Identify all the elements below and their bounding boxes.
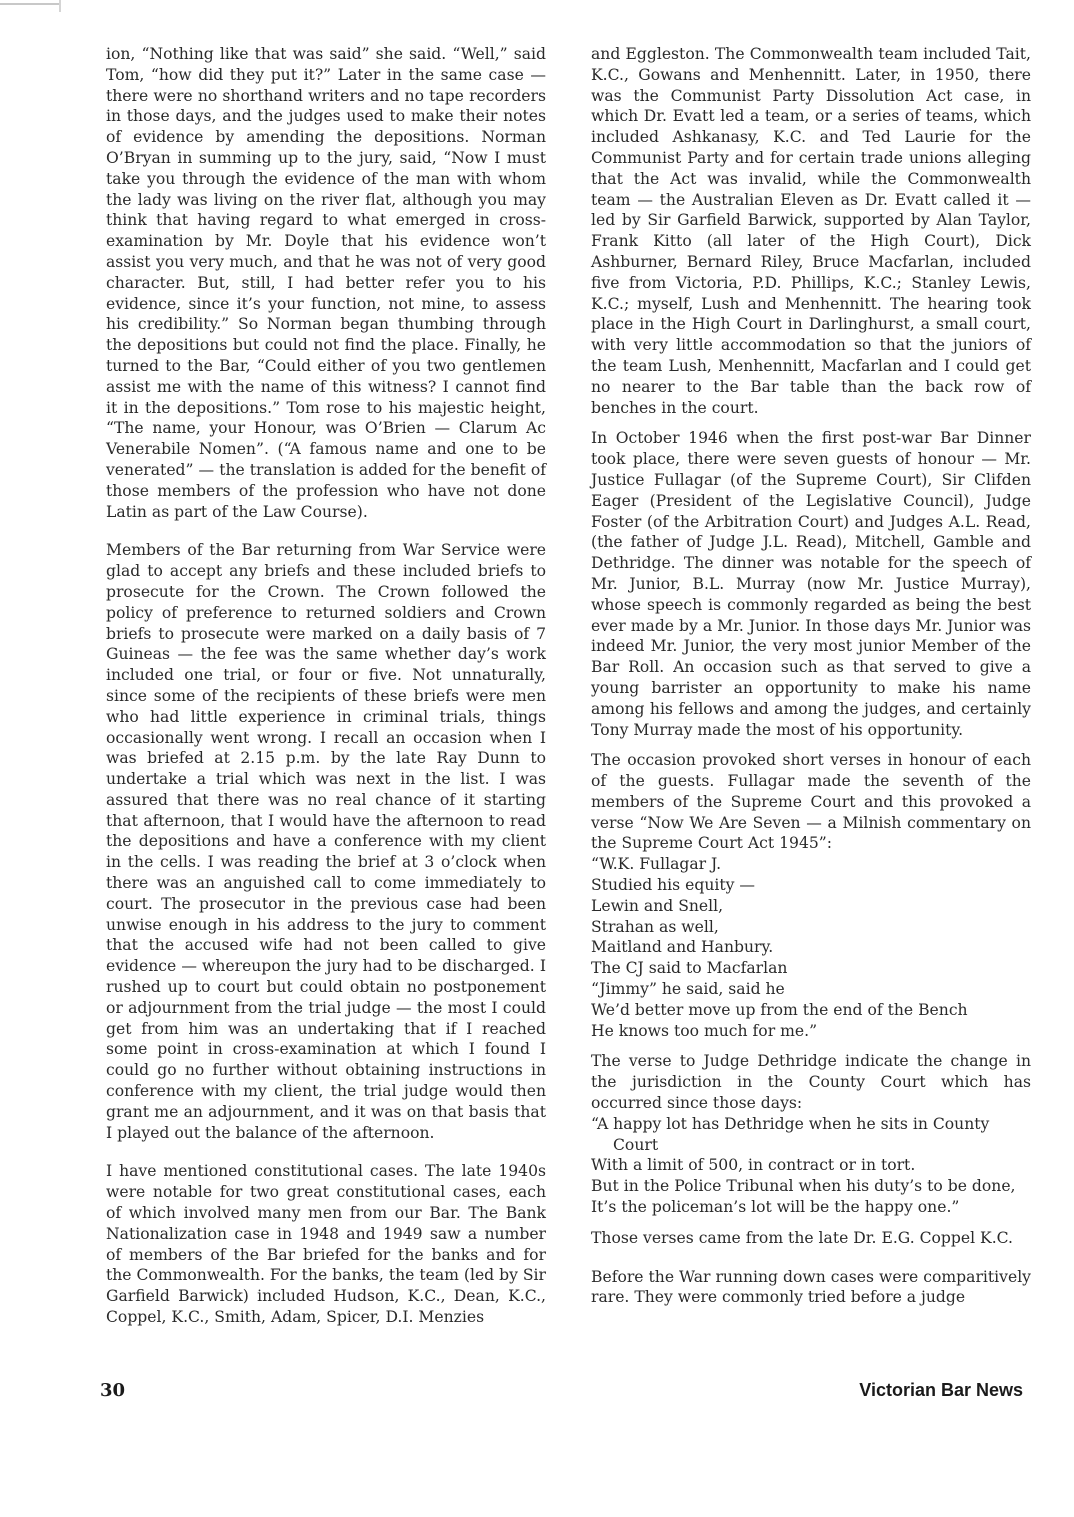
right-column <box>591 44 1031 1318</box>
verse-line: “A happy lot has Dethridge when he sits in County <box>591 1114 990 1133</box>
paragraph-obrien: ion, “Nothing like that was said” she said. “Well,” said Tom, “how did they put it?” Later in the same case — there were no shorthand writers and no tape recorders in those days, and the judges used to make their notes of evidence by amending the depositions. Norman O’Bryan in summing up to the jury, said, “Now I must take you through the evidence of the man with whom the lady was living on the river flat, although you may think that having regard to what emerged in cross-examination by Mr. Doyle that his evidence won’t assist you very much, and that he was not of very good character. But, still, I had better refer you to his evidence, since it’s your function, not mine, to assess his credibility.” So Norman began thumbing through the depositions but could not find the place. Finally, he turned to the Bar, “Could either of you two gentlemen assist me with the name of this witness? I cannot find it in the depositions.” Tom rose to his majestic height, “The name, your Honour, was O’Brien — Clarum Ac Venerabile Nomen”. (“A famous name and one to be venerated” — the translation is added for the benefit of those members of the profession who have not done Latin as part of the Law Course). <box>106 45 546 521</box>
verse-line: With a limit of 500, in contract or in tort. <box>591 1156 916 1175</box>
corner-mark <box>0 0 78 14</box>
verse-line: But in the Police Tribunal when his duty’s to be done, <box>591 1177 1016 1196</box>
page-number: 30 <box>100 1380 126 1401</box>
paragraph-constitutional-cases: I have mentioned constitutional cases. The late 1940s were notable for two great constitutional cases, each of which involved many men from our Bar. The Bank Nationalization case in 1948 and 1949 saw a number of members of the Bar briefed for the banks and for the Commonwealth. For the banks, the team (led by Sir Garfield Barwick) included Hudson, K.C., Dean, K.C., Coppel, K.C., Smith, Adam, Spicer, D.I. Menzies <box>106 1162 546 1327</box>
publication-title: Victorian Bar News <box>859 1380 1023 1400</box>
verse-fullagar <box>591 854 1031 1041</box>
verse-line: The CJ said to Macfarlan <box>591 959 788 978</box>
paragraph-dethridge: The verse to Judge Dethridge indicate the change in the jurisdiction in the County Court which has occurred since those days: <box>591 1052 1031 1113</box>
paragraph-coppel: Those verses came from the late Dr. E.G. Coppel K.C. <box>591 1228 1013 1247</box>
verse-line: It’s the policeman’s lot will be the happy one.” <box>591 1198 960 1217</box>
paragraph-commonwealth-team: and Eggleston. The Commonwealth team included Tait, K.C., Gowans and Menhennitt. Later, in 1950, there was the Communist Party Dissolution Act case, in which Dr. Evatt led a team, or a series of teams, which included Ashkanasy, K.C. and Ted Laurie for the Communist Party and for certain trade unions alleging that the Act was invalid, while the Commonwealth team — the Australian Eleven as Dr. Evatt called it — led by Sir Garfield Barwick, supported by Alan Taylor, Frank Kitto (all later of the High Court), Dick Ashburner, Bernard Riley, Bruce Macfarlan, included five from Victoria, P.D. Phillips, K.C.; Stanley Lewis, K.C.; myself, Lush and Menhennitt. The hearing took place in the High Court in Darlinghurst, a small court, with very little accommodation so that the juniors of the team Lush, Menhennitt, Macfarlan and I could get no nearer to the Bar table than the back row of benches in the court. <box>591 45 1031 417</box>
verse-dethridge <box>591 1114 1031 1218</box>
verse-line: “W.K. Fullagar J. <box>591 855 722 874</box>
verse-line: He knows too much for me.” <box>591 1021 818 1040</box>
paragraph-running-down-cases: Before the War running down cases were comparitively rare. They were commonly tried before a judge <box>591 1267 1031 1307</box>
verse-line: Court <box>613 1135 659 1154</box>
paragraph-bar-dinner: In October 1946 when the first post-war Bar Dinner took place, there were seven guests of honour — Mr. Justice Fullagar (of the Supreme Court), Sir Clifden Eager (President of the Legislative Council), Judge Foster (of the Arbitration Court) and Judges A.L. Read, (the father of Judge J.L. Read), Mitchell, Gamble and Dethridge. The dinner was notable for the speech of Mr. Junior, B.L. Murray (now Mr. Justice Murray), whose speech is commonly regarded as being the best ever made by a Mr. Junior. In those days Mr. Junior was indeed Mr. Junior, the very most junior Member of the Bar Roll. An occasion such as that served to give a young barrister an opportunity to make his name among his fellows and among the judges, and certainly Tony Murray made the most of his opportunity. <box>591 429 1031 739</box>
verse-line: Maitland and Hanbury. <box>591 938 774 957</box>
verse-line: We’d better move up from the end of the Bench <box>591 1000 968 1019</box>
verse-line: Strahan as well, <box>591 917 719 936</box>
paragraph-short-verses: The occasion provoked short verses in honour of each of the guests. Fullagar made the seventh of the members of the Supreme Court and this provoked a verse “Now We Are Seven — a Milnish commentary on the Supreme Court Act 1945”: <box>591 751 1031 853</box>
verse-line: “Jimmy” he said, said he <box>591 980 785 999</box>
left-column <box>106 44 546 1338</box>
paragraph-war-service: Members of the Bar returning from War Service were glad to accept any briefs and these included briefs to prosecute for the Crown. The Crown followed the policy of preference to returned soldiers and Crown briefs to prosecute were marked on a daily basis of 7 Guineas — the fee was the same whether day’s work included one trial, or four or five. Not unnaturally, since some of the recipients of these briefs were men who had little experience in criminal trials, things occasionally went wrong. I recall an occasion when I was briefed at 2.15 p.m. by the late Ray Dunn to undertake a trial which was next in the list. I was assured that there was no real chance of it starting that afternoon, that I would have the afternoon to read the depositions and have a conference with my client in the cells. I was reading the brief at 3 o’clock when there was an anguished call to come immediately to court. The prosecutor in the previous case had been unwise enough in his address to the jury to comment that the accused wife had not been called to give evidence — whereupon the jury had to be discharged. I rushed up to court but could obtain no postponement or adjournment from the trial judge — the most I could get from him was an undertaking that if I reached some point in cross-examination at which I found I could go no further without obtaining instructions in conference with my client, the trial judge would then grant me an adjournment, and it was on that basis that I played out the balance of the afternoon. <box>106 541 546 1142</box>
verse-line: Studied his equity — <box>591 876 755 895</box>
verse-line: Lewin and Snell, <box>591 896 724 915</box>
